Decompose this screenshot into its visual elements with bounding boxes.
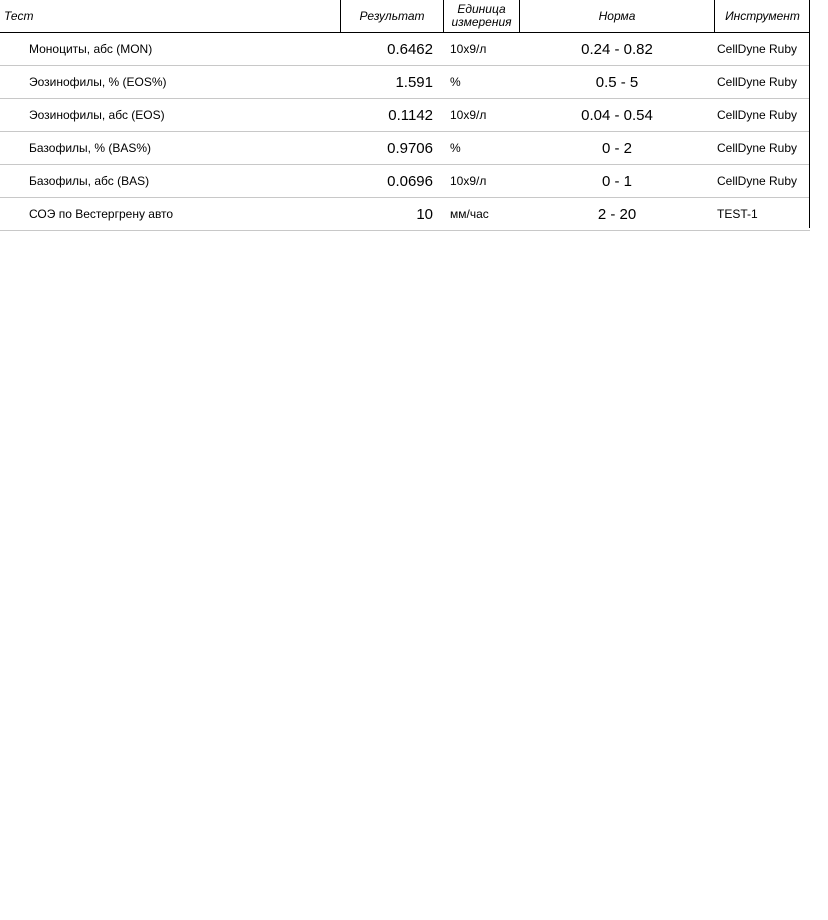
header-test: Тест xyxy=(4,9,34,23)
test-name: Эозинофилы, % (EOS%) xyxy=(29,75,167,89)
table-row xyxy=(0,198,810,231)
header-unit xyxy=(444,0,519,32)
header-unit-line2: измерения xyxy=(451,15,512,29)
test-name: Эозинофилы, абс (EOS) xyxy=(29,108,165,122)
test-name: Базофилы, % (BAS%) xyxy=(29,141,152,155)
norm-range: 0.04 - 0.54 xyxy=(581,106,653,124)
table-row xyxy=(0,132,810,165)
test-name: Моноциты, абс (MON) xyxy=(29,42,153,56)
instrument-name: TEST-1 xyxy=(717,207,758,221)
table-row xyxy=(0,99,810,132)
unit-value: % xyxy=(450,140,461,155)
table-row xyxy=(0,33,810,66)
instrument-name: CellDyne Ruby xyxy=(717,141,798,155)
table-row xyxy=(0,66,810,99)
norm-range: 0 - 1 xyxy=(601,172,632,190)
result-value: 1.591 xyxy=(395,73,433,91)
norm-range: 0 - 2 xyxy=(601,139,632,157)
unit-value: 10x9/л xyxy=(450,41,487,56)
header-unit-line1: Единица xyxy=(457,2,506,16)
header-result: Результат xyxy=(359,9,425,23)
instrument-name: CellDyne Ruby xyxy=(717,75,798,89)
result-value: 0.6462 xyxy=(387,40,433,58)
norm-range: 0.5 - 5 xyxy=(595,73,639,91)
result-value: 10 xyxy=(416,205,433,223)
table-right-border xyxy=(809,0,810,228)
result-value: 0.1142 xyxy=(388,106,433,124)
unit-value: мм/час xyxy=(450,206,489,221)
unit-value: 10x9/л xyxy=(450,173,487,188)
norm-range: 0.24 - 0.82 xyxy=(581,40,653,58)
test-name: СОЭ по Вестергрену авто xyxy=(29,207,174,221)
test-name: Базофилы, абс (BAS) xyxy=(29,174,150,188)
instrument-name: CellDyne Ruby xyxy=(717,108,798,122)
header-instrument: Инструмент xyxy=(725,9,800,23)
unit-value: 10x9/л xyxy=(450,107,487,122)
header-norm: Норма xyxy=(598,9,636,23)
table-header xyxy=(0,0,810,33)
results-table xyxy=(0,0,810,231)
result-value: 0.9706 xyxy=(387,139,433,157)
result-value: 0.0696 xyxy=(387,172,433,190)
instrument-name: CellDyne Ruby xyxy=(717,174,798,188)
table-row xyxy=(0,165,810,198)
unit-value: % xyxy=(450,74,461,89)
instrument-name: CellDyne Ruby xyxy=(717,42,798,56)
norm-range: 2 - 20 xyxy=(597,205,637,223)
